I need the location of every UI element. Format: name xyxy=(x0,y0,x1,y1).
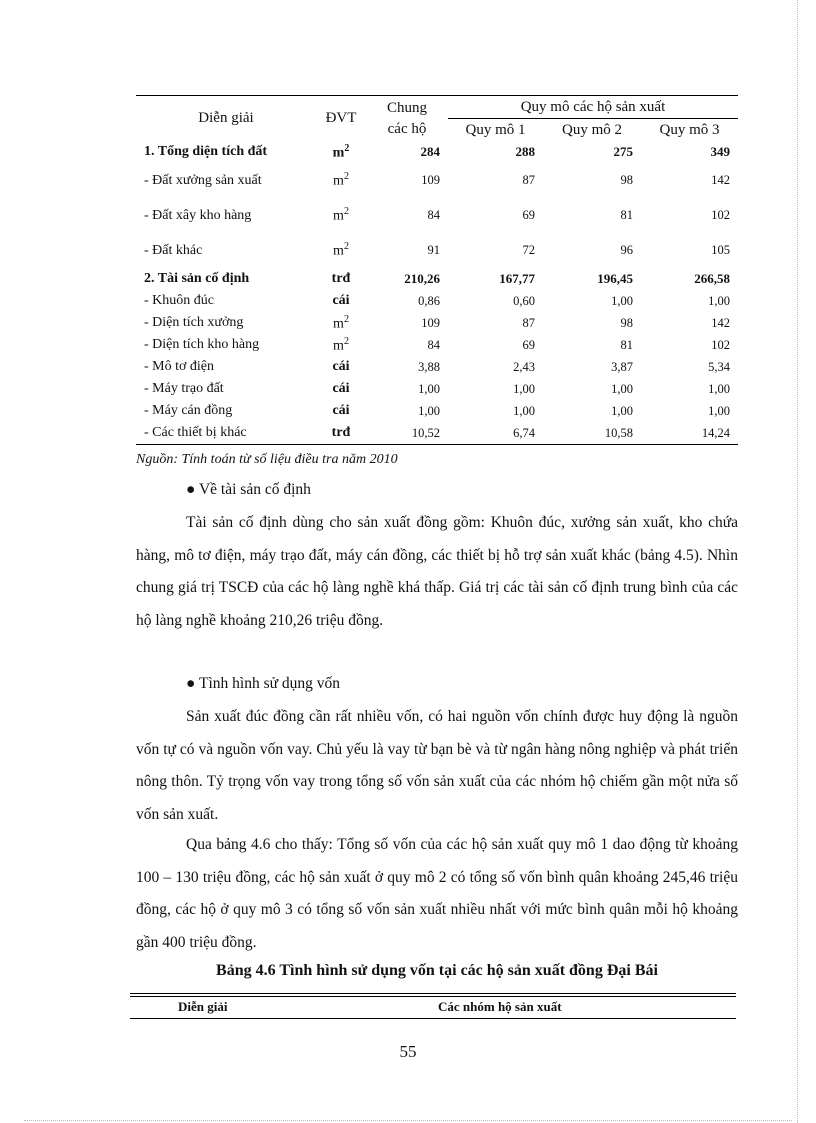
row-label: - Các thiết bị khác xyxy=(136,422,316,445)
page-border-right xyxy=(797,0,798,1123)
row-value-qm2: 1,00 xyxy=(611,381,633,396)
row-value-chung: 0,86 xyxy=(418,293,440,308)
row-value-qm3: 14,24 xyxy=(641,422,738,445)
row-unit xyxy=(316,378,366,400)
row-value-chung: 10,52 xyxy=(366,422,448,445)
table-row xyxy=(136,422,738,445)
row-value-chung: 84 xyxy=(427,208,440,222)
row-value-chung: 109 xyxy=(421,173,440,187)
row-label: - Diện tích xưởng xyxy=(144,315,244,330)
row-value-qm1: 288 xyxy=(515,144,535,159)
row-unit-exponent: 2 xyxy=(343,241,349,253)
row-unit xyxy=(316,268,366,290)
table-row xyxy=(136,312,738,334)
row-value-qm1: 69 xyxy=(522,337,535,352)
header-qm2: Quy mô 2 xyxy=(562,121,622,138)
row-value-qm2: 96 xyxy=(620,243,633,257)
row-value-chung: 84 xyxy=(427,337,440,352)
row-unit xyxy=(316,233,366,268)
row-label: - Máy trạo đất xyxy=(144,381,224,396)
row-value-qm3: 142 xyxy=(711,173,730,187)
row-value-qm3: 142 xyxy=(711,315,730,330)
header-qm3: Quy mô 3 xyxy=(659,121,720,138)
row-label: - Đất xưởng sản xuất xyxy=(144,172,262,188)
table-row xyxy=(136,290,738,312)
row-value-qm3: 5,34 xyxy=(708,359,730,374)
row-value-chung: 109 xyxy=(421,315,440,330)
row-label: 1. Tổng diện tích đất xyxy=(144,144,268,159)
row-value-qm1: 6,74 xyxy=(448,422,543,445)
bullet-fixed-assets xyxy=(186,481,311,499)
bullet-capital-usage-text: Tình hình sử dụng vốn xyxy=(198,675,340,692)
table-row xyxy=(136,268,738,290)
page-number: 55 xyxy=(399,1042,417,1061)
table-row xyxy=(136,400,738,422)
header-group: Quy mô các hộ sản xuất xyxy=(448,96,738,119)
row-unit xyxy=(316,312,366,334)
bullet-dot-icon: ● xyxy=(186,675,196,692)
row-unit-base: m xyxy=(332,145,345,161)
row-value-qm3: 105 xyxy=(711,243,730,257)
row-label: - Đất khác xyxy=(144,242,203,258)
row-label: - Khuôn đúc xyxy=(144,293,214,308)
row-unit-base: m xyxy=(333,243,344,259)
row-unit-exponent: 2 xyxy=(343,313,349,325)
bullet-dot-icon: ● xyxy=(186,481,196,498)
paragraph-capital-usage xyxy=(136,701,738,831)
table-row xyxy=(136,378,738,400)
row-value-qm3: 266,58 xyxy=(694,271,730,286)
row-unit-exponent: 2 xyxy=(343,335,349,347)
row-value-chung: 3,88 xyxy=(418,359,440,374)
row-unit xyxy=(316,290,366,312)
header-qm1: Quy mô 1 xyxy=(465,121,526,138)
header-dvt: ĐVT xyxy=(316,96,366,142)
row-value-qm2: 81 xyxy=(620,337,633,352)
row-unit-base: m xyxy=(333,316,344,332)
row-value-qm3: 1,00 xyxy=(708,403,730,418)
table-row xyxy=(136,141,738,163)
table-header-rule xyxy=(130,1018,736,1019)
table-row xyxy=(136,163,738,198)
header-chung xyxy=(366,96,448,142)
row-unit-base: m xyxy=(333,173,344,189)
assets-table xyxy=(136,95,738,445)
row-value-qm1: 69 xyxy=(522,208,535,222)
row-value-qm2: 1,00 xyxy=(611,403,633,418)
row-label: - Mô tơ điện xyxy=(144,359,215,374)
row-unit xyxy=(316,422,366,445)
row-unit xyxy=(316,334,366,356)
row-value-qm2: 98 xyxy=(620,315,633,330)
row-unit-exponent: 2 xyxy=(343,206,349,218)
row-value-chung: 91 xyxy=(427,243,440,257)
bullet-fixed-assets-text: Về tài sản cố định xyxy=(198,481,311,498)
row-value-chung: 284 xyxy=(420,144,440,159)
row-value-qm1: 167,77 xyxy=(499,271,535,286)
row-value-chung: 210,26 xyxy=(404,271,440,286)
row-unit-base: m xyxy=(333,338,344,354)
row-value-qm3: 1,00 xyxy=(708,381,730,396)
capital-table-header xyxy=(130,993,736,1019)
row-value-chung: 1,00 xyxy=(418,381,440,396)
table-row xyxy=(136,334,738,356)
paragraph-table-summary xyxy=(136,829,738,959)
table-top-rule xyxy=(130,993,736,994)
row-label: - Diện tích kho hàng xyxy=(144,337,260,352)
paragraph-fixed-assets xyxy=(136,507,738,637)
row-value-qm3: 349 xyxy=(710,144,730,159)
row-value-chung: 1,00 xyxy=(418,403,440,418)
table-top-rule-inner xyxy=(130,996,736,997)
row-value-qm3: 102 xyxy=(711,337,730,352)
paragraph-table-summary-text: Qua bảng 4.6 cho thấy: Tổng số vốn của các hộ sản xuất quy mô 1 dao động từ khoảng 100 – 130 triệu đồng, các hộ sản xuất ở quy mô 2 có tổng số vốn bình quân khoảng 245,46 triệu đồng, các hộ ở quy mô 3 có tổng số vốn sản xuất nhiều nhất với mức bình quân mỗi hộ khoảng gần 400 triệu đồng. xyxy=(136,836,738,951)
row-value-qm2: 1,00 xyxy=(611,293,633,308)
row-value-qm1: 1,00 xyxy=(513,381,535,396)
row-unit xyxy=(316,356,366,378)
row-value-qm3: 102 xyxy=(711,208,730,222)
header-dien-giai: Diễn giải xyxy=(136,96,316,142)
row-value-qm2: 81 xyxy=(620,208,633,222)
row-value-qm2: 196,45 xyxy=(597,271,633,286)
row-value-qm1: 1,00 xyxy=(513,403,535,418)
row-value-qm2: 3,87 xyxy=(611,359,633,374)
table2-col-dien-giai: Diễn giải xyxy=(178,999,228,1014)
row-unit-base: cái xyxy=(332,293,350,308)
row-value-qm1: 87 xyxy=(522,173,535,187)
table-body xyxy=(136,141,738,445)
row-value-qm2: 275 xyxy=(613,144,633,159)
table-header-row xyxy=(136,96,738,119)
row-unit xyxy=(316,163,366,198)
row-unit-base: cái xyxy=(332,381,350,396)
row-value-qm3: 1,00 xyxy=(708,293,730,308)
header-chung-line1: Chung xyxy=(386,99,427,116)
row-value-qm1: 2,43 xyxy=(513,359,535,374)
row-label: 2. Tài sản cố định xyxy=(144,271,250,286)
row-unit xyxy=(316,400,366,422)
paragraph-fixed-assets-text: Tài sản cố định dùng cho sản xuất đồng gồm: Khuôn đúc, xưởng sản xuất, kho chứa hàng, mô tơ điện, máy trạo đất, máy cán đồng, các thiết bị hỗ trợ sản xuất khác (bảng 4.5). Nhìn chung giá trị TSCĐ của các hộ làng nghề khá thấp. Giá trị các tài sản cố định trung bình của các hộ làng nghề khoảng 210,26 triệu đồng. xyxy=(136,514,738,629)
row-label: - Máy cán đồng xyxy=(144,403,233,418)
table-row xyxy=(136,233,738,268)
table2-caption: Bảng 4.6 Tình hình sử dụng vốn tại các hộ sản xuất đồng Đại Bái xyxy=(216,962,658,979)
row-value-qm1: 72 xyxy=(522,243,535,257)
table-source-note: Nguồn: Tính toán từ số liệu điều tra năm 2010 xyxy=(136,452,398,467)
row-value-qm1: 0,60 xyxy=(513,293,535,308)
table2-col-groups: Các nhóm hộ sản xuất xyxy=(438,999,562,1014)
header-chung-line2: các hộ xyxy=(387,120,427,137)
paragraph-capital-usage-text: Sản xuất đúc đồng cần rất nhiều vốn, có hai nguồn vốn chính được huy động là nguồn vốn tự có và nguồn vốn vay. Chủ yếu là vay từ bạn bè và từ ngân hàng nông nghiệp và phát triển nông thôn. Tỷ trọng vốn vay trong tổng số vốn sản xuất của các nhóm hộ chiếm gần một nửa số vốn sản xuất. xyxy=(136,708,738,823)
row-unit-base: m xyxy=(333,208,344,224)
row-unit xyxy=(316,198,366,233)
bullet-capital-usage xyxy=(186,675,340,693)
page-border-bottom xyxy=(24,1120,792,1121)
row-label: - Đất xây kho hàng xyxy=(144,207,252,223)
row-unit-exponent: 2 xyxy=(343,171,349,183)
row-value-qm2: 10,58 xyxy=(543,422,641,445)
table-row xyxy=(136,198,738,233)
row-unit xyxy=(316,141,366,163)
row-unit-base: trđ xyxy=(331,271,351,286)
row-unit-base: cái xyxy=(332,359,350,374)
row-value-qm2: 98 xyxy=(620,173,633,187)
row-unit-base: cái xyxy=(332,403,350,418)
table-row xyxy=(136,356,738,378)
row-value-qm1: 87 xyxy=(522,315,535,330)
row-unit-base: trđ xyxy=(331,425,351,440)
row-unit-exponent: 2 xyxy=(344,142,350,154)
